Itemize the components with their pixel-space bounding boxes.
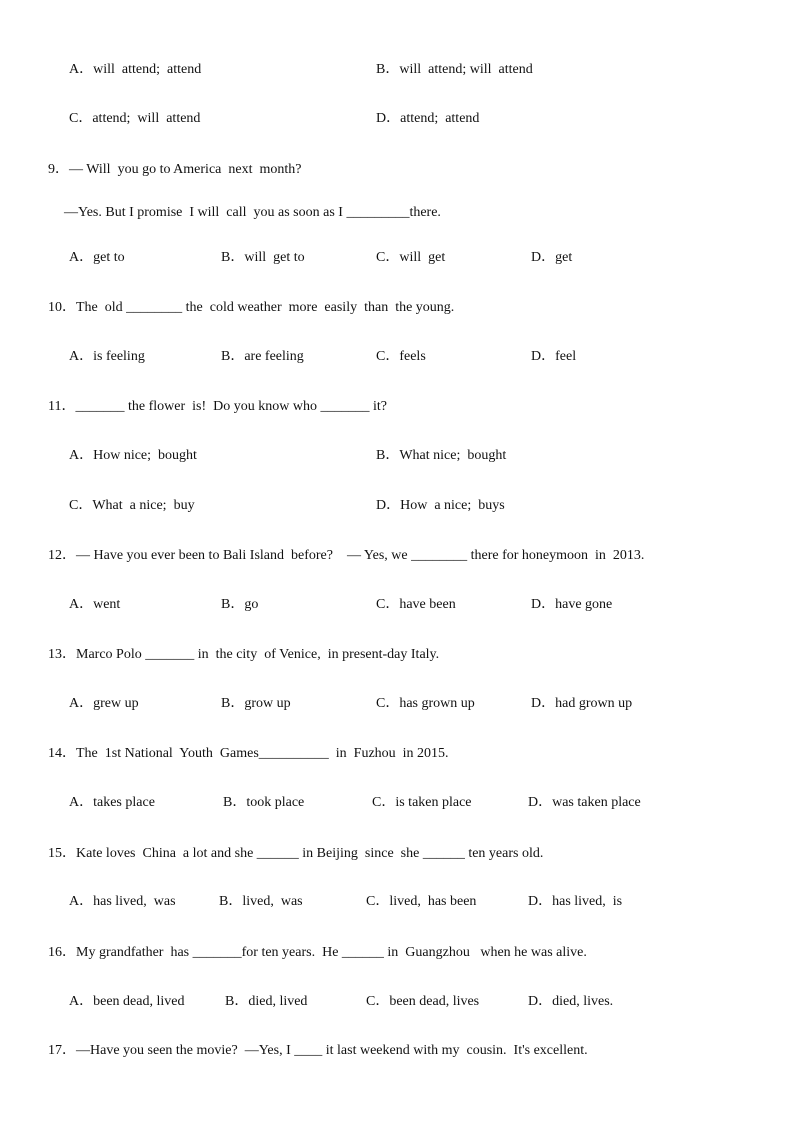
q16-option-a[interactable]: A．been dead, lived xyxy=(69,994,185,1009)
q11-option-a[interactable]: A．How nice; bought xyxy=(69,448,197,463)
q10-option-c[interactable]: C．feels xyxy=(376,349,426,364)
q9-option-a[interactable]: A．get to xyxy=(69,250,125,265)
q13-option-c[interactable]: C．has grown up xyxy=(376,696,475,711)
q8-option-a[interactable]: A．will attend; attend xyxy=(69,62,202,77)
q9-option-b[interactable]: B．will get to xyxy=(221,250,305,265)
q11-option-d[interactable]: D．How a nice; buys xyxy=(376,498,505,513)
q10-option-d[interactable]: D．feel xyxy=(531,349,577,364)
q10-option-b[interactable]: B．are feeling xyxy=(221,349,304,364)
q16-option-c[interactable]: C．been dead, lives xyxy=(366,994,480,1009)
q10-option-a[interactable]: A．is feeling xyxy=(69,349,145,364)
q15-option-a[interactable]: A．has lived, was xyxy=(69,894,176,909)
q14-option-b[interactable]: B．took place xyxy=(223,795,305,810)
q12-option-b[interactable]: B．go xyxy=(221,597,259,612)
q14-option-a[interactable]: A．takes place xyxy=(69,795,155,810)
q11-stem: 11．_______ the flower is! Do you know who _______ it? xyxy=(48,399,387,414)
q14-stem: 14．The 1st National Youth Games__________ in Fuzhou in 2015. xyxy=(48,746,449,761)
q15-stem: 15．Kate loves China a lot and she ______ in Beijing since she ______ ten years old. xyxy=(48,846,544,861)
q12-option-a[interactable]: A．went xyxy=(69,597,121,612)
q9-reply: —Yes. But I promise I will call you as soon as I _________there. xyxy=(64,205,441,220)
q10-stem: 10．The old ________ the cold weather more easily than the young. xyxy=(48,300,455,315)
q16-option-d[interactable]: D．died, lives. xyxy=(528,994,614,1009)
q11-option-c[interactable]: C．What a nice; buy xyxy=(69,498,195,513)
q9-option-c[interactable]: C．will get xyxy=(376,250,446,265)
q9-option-d[interactable]: D．get xyxy=(531,250,573,265)
q17-stem: 17．—Have you seen the movie? —Yes, I ____ it last weekend with my cousin. It's excellent. xyxy=(48,1043,588,1058)
q8-option-d[interactable]: D．attend; attend xyxy=(376,111,480,126)
q13-stem: 13．Marco Polo _______ in the city of Venice, in present-day Italy. xyxy=(48,647,440,662)
q15-option-b[interactable]: B．lived, was xyxy=(219,894,303,909)
q12-option-d[interactable]: D．have gone xyxy=(531,597,613,612)
q8-option-b[interactable]: B．will attend; will attend xyxy=(376,62,533,77)
q16-option-b[interactable]: B．died, lived xyxy=(225,994,308,1009)
q13-option-b[interactable]: B．grow up xyxy=(221,696,291,711)
q11-option-b[interactable]: B．What nice; bought xyxy=(376,448,507,463)
q12-stem: 12．— Have you ever been to Bali Island before? — Yes, we ________ there for honeymoon in 2013. xyxy=(48,548,645,563)
q13-option-a[interactable]: A．grew up xyxy=(69,696,139,711)
q9-stem: 9．— Will you go to America next month? xyxy=(48,162,302,177)
q14-option-d[interactable]: D．was taken place xyxy=(528,795,641,810)
q15-option-c[interactable]: C．lived, has been xyxy=(366,894,477,909)
q12-option-c[interactable]: C．have been xyxy=(376,597,456,612)
q15-option-d[interactable]: D．has lived, is xyxy=(528,894,623,909)
q8-option-c[interactable]: C．attend; will attend xyxy=(69,111,201,126)
q13-option-d[interactable]: D．had grown up xyxy=(531,696,633,711)
q16-stem: 16．My grandfather has _______for ten years. He ______ in Guangzhou when he was alive. xyxy=(48,945,587,960)
q14-option-c[interactable]: C．is taken place xyxy=(372,795,472,810)
